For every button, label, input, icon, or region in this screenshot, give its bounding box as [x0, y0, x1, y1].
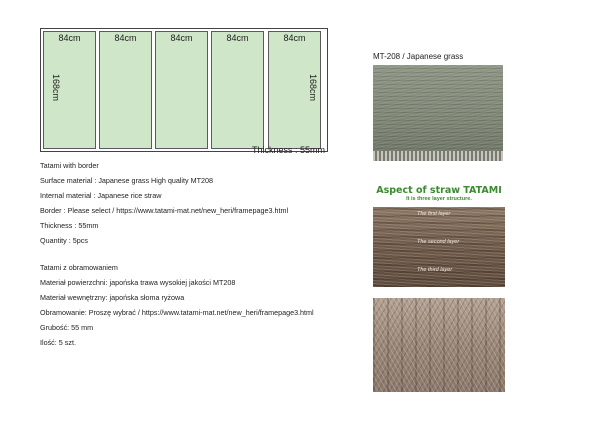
tatami-mat [268, 31, 321, 149]
spec-divider [40, 248, 370, 260]
grass-fringe [373, 151, 503, 161]
straw-layers-image [373, 207, 505, 287]
spec-surface-pl: Materiał powierzchni: japońska trawa wysokiej jakości MT208 [40, 278, 236, 287]
straw-photo-header [373, 185, 505, 207]
tatami-mat [99, 31, 152, 149]
japanese-grass-photo [373, 65, 503, 161]
spec-surface-en: Surface material : Japanese grass High quality MT208 [40, 176, 213, 185]
grass-photo-caption: MT-208 / Japanese grass [373, 52, 464, 61]
spec-thickness-en: Thickness : 55mm [40, 221, 99, 230]
spec-internal-pl: Materiał wewnętrzny: japońska słoma ryżowa [40, 293, 185, 302]
tatami-mat [211, 31, 264, 149]
mat-width-label: 84cm [58, 33, 81, 43]
spec-border-en: Border : Please select / https://www.tatami-mat.net/new_heri/framepage3.html [40, 206, 289, 215]
product-specs [40, 158, 370, 350]
mat-width-label: 84cm [283, 33, 306, 43]
spec-title-en: Tatami with border [40, 161, 99, 170]
spec-quantity-pl: Ilość: 5 szt. [40, 338, 76, 347]
straw-photo-subtitle: It is three layer structure. [406, 196, 472, 202]
tatami-mat [43, 31, 96, 149]
thickness-note: Thickness : 55mm [252, 145, 326, 155]
mat-width-label: 84cm [114, 33, 137, 43]
layer-label: The second layer [417, 239, 460, 245]
spec-thickness-pl: Grubość: 55 mm [40, 323, 94, 332]
mat-height-label: 168cm [51, 73, 62, 102]
layer-label: The third layer [417, 267, 453, 273]
straw-photo-title: Aspect of straw TATAMI [376, 185, 502, 196]
mat-height-label: 168cm [307, 73, 318, 102]
tatami-layout-diagram [40, 28, 328, 152]
straw-structure-photo [373, 185, 505, 287]
straw-weave-photo [373, 298, 505, 392]
spec-border-pl: Obramowanie: Proszę wybrać / https://www.tatami-mat.net/new_heri/framepage3.html [40, 308, 314, 317]
mat-width-label: 84cm [170, 33, 193, 43]
spec-internal-en: Internal material : Japanese rice straw [40, 191, 162, 200]
mat-width-label: 84cm [226, 33, 249, 43]
tatami-mat [155, 31, 208, 149]
spec-quantity-en: Quantity : 5pcs [40, 236, 88, 245]
spec-title-pl: Tatami z obramowaniem [40, 263, 118, 272]
layer-label: The first layer [417, 211, 451, 217]
